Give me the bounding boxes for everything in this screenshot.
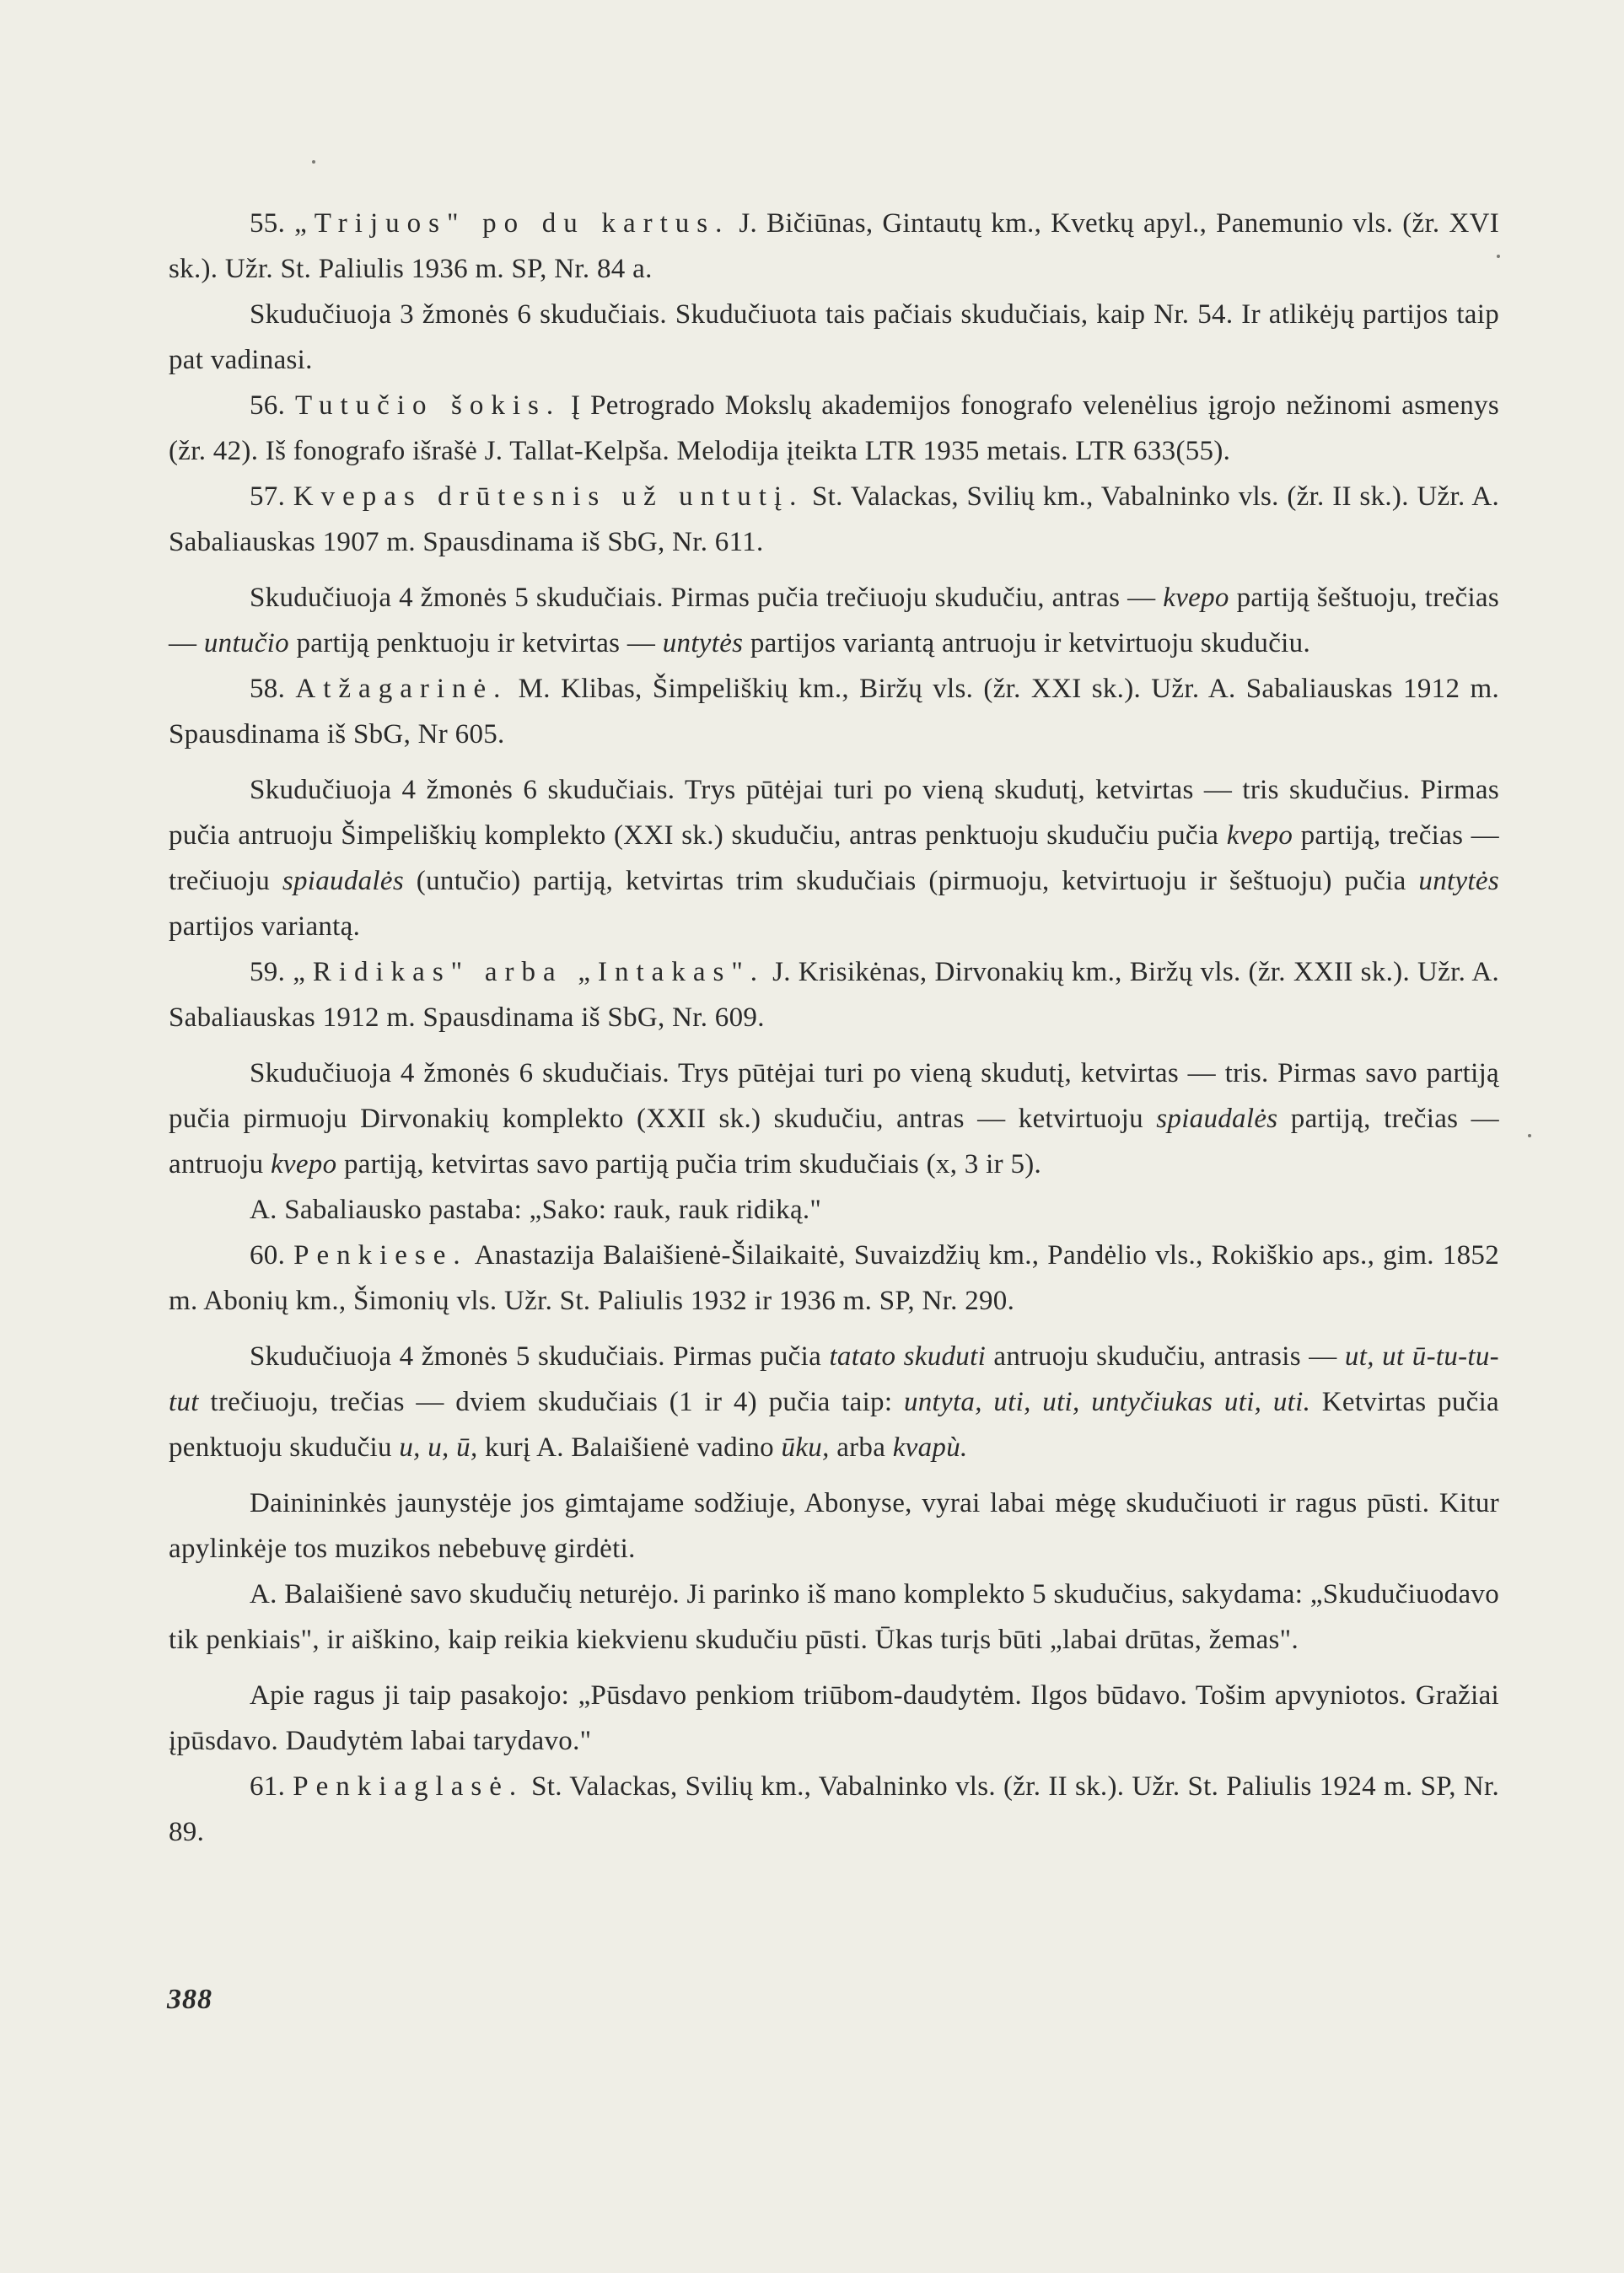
text-segment: Anastazija Balaišienė-Šilaikaitė, Suvaizdžių km., Pandėlio vls., Rokiškio aps., gim. 1852 m. Abonių km., Šimonių vls. Užr. St. Paliulis 1932 ir 1936 m. SP, Nr. 290.	[169, 1240, 1500, 1316]
italic-term: untytės	[1418, 866, 1499, 896]
page-text-block	[169, 201, 1499, 1855]
text-segment: partiją šeštuoju, trečias —	[169, 583, 1500, 658]
italic-term: u, u, ū,	[399, 1432, 478, 1463]
italic-term: ūku,	[781, 1432, 830, 1463]
text-segment: Skudučiuoja 4 žmonės 5 skudučiais. Pirmas pučia	[250, 1341, 830, 1372]
text-segment: J. Krisikėnas, Dirvonakių km., Biržų vls. (žr. XXII sk.). Užr. A. Sabaliauskas 1912 m. Spausdinama iš SbG, Nr. 609.	[169, 957, 1500, 1033]
entry-title: Penkiese.	[293, 1240, 468, 1271]
paragraph-p3	[169, 383, 1499, 474]
paragraph-p4	[169, 474, 1499, 565]
paragraph-p8	[169, 949, 1499, 1040]
entry-number: 56.	[250, 390, 295, 421]
entry-number: 59.	[250, 957, 293, 987]
text-segment: A. Sabaliausko pastaba: „Sako: rauk, rauk ridiką."	[250, 1195, 822, 1225]
italic-term: spiaudalės	[1156, 1104, 1278, 1134]
text-segment: kurį A. Balaišienė vadino	[477, 1432, 782, 1463]
italic-term: kvepo	[1226, 820, 1293, 851]
paragraph-p13	[169, 1480, 1499, 1572]
paragraph-p5	[169, 575, 1499, 666]
italic-term: kvepo	[1163, 583, 1229, 613]
print-speck	[1528, 1134, 1531, 1137]
page-number: 388	[167, 1984, 212, 2015]
paragraph-p10	[169, 1187, 1499, 1233]
entry-number: 61.	[250, 1771, 293, 1802]
entry-number: 57.	[250, 481, 293, 512]
italic-term: untytės	[662, 628, 744, 658]
entry-title: Kvepas drūtesnis už untutį.	[293, 481, 804, 512]
paragraph-p15	[169, 1673, 1499, 1764]
entry-number: 60.	[250, 1240, 294, 1271]
text-segment: partijos variantą.	[169, 911, 361, 942]
text-segment: St. Valackas, Svilių km., Vabalninko vls. (žr. II sk.). Užr. A. Sabaliauskas 1907 m. Spausdinama iš SbG, Nr. 611.	[169, 481, 1499, 557]
entry-title: Atžagarinė.	[295, 674, 508, 704]
entry-title: „Ridikas" arba „Intakas".	[293, 957, 766, 987]
italic-term: spiaudalės	[282, 866, 404, 896]
text-segment: partiją, ketvirtas savo partiją pučia trim skudučiais (x, 3 ir 5).	[336, 1149, 1042, 1179]
entry-title: Penkiaglasė.	[293, 1771, 524, 1802]
text-segment: partijos variantą antruoju ir ketvirtuoju skudučiu.	[743, 628, 1310, 658]
text-segment: Skudučiuoja 4 žmonės 5 skudučiais. Pirmas pučia trečiuoju skudučiu, antras —	[250, 583, 1164, 613]
paragraph-p6	[169, 666, 1499, 757]
paragraph-p1	[169, 201, 1499, 292]
text-segment: (untučio) partiją, ketvirtas trim skudučiais (pirmuoju, ketvirtuoju ir šeštuoju) pučia	[403, 866, 1419, 896]
text-segment: Ketvirtas pučia penktuoju skudučiu	[169, 1387, 1499, 1463]
text-segment: Dainininkės jaunystėje jos gimtajame sodžiuje, Abonyse, vyrai labai mėgę skudučiuoti ir ragus pūsti. Kitur apylinkėje tos muzikos nebebuvę girdėti.	[169, 1488, 1499, 1564]
text-segment: partiją penktuoju ir ketvirtas —	[288, 628, 663, 658]
text-segment: A. Balaišienė savo skudučių neturėjo. Ji parinko iš mano komplekto 5 skudučius, sakydama: „Skudučiuodavo tik penkiais", ir aiškino, kaip reikia kiekvienu skudučiu pūsti. Ūkas turįs būti „labai drūtas, žemas".	[169, 1579, 1499, 1655]
text-segment: Apie ragus ji taip pasakojo: „Pūsdavo penkiom triūbom-daudytėm. Ilgos būdavo. Tošim apvyniotos. Gražiai įpūsdavo. Daudytėm labai tarydavo."	[169, 1680, 1499, 1756]
entry-title: Tutučio šokis.	[295, 390, 562, 421]
print-speck	[1497, 255, 1500, 258]
italic-term: kvepo	[270, 1149, 337, 1179]
text-segment: Į Petrogrado Mokslų akademijos fonografo velenėlius įgrojo nežinomi asmenys (žr. 42). Iš fonografo išrašė J. Tallat-Kelpša. Melodija įteikta LTR 1935 metais. LTR 633(55).	[169, 390, 1499, 466]
entry-number: 58.	[250, 674, 296, 704]
italic-term: untučio	[203, 628, 289, 658]
text-segment: M. Klibas, Šimpeliškių km., Biržų vls. (žr. XXI sk.). Užr. A. Sabaliauskas 1912 m. Spausdinama iš SbG, Nr 605.	[169, 674, 1500, 750]
print-speck	[312, 160, 315, 164]
text-segment: St. Valackas, Svilių km., Vabalninko vls. (žr. II sk.). Užr. St. Paliulis 1924 m. SP, Nr. 89.	[169, 1771, 1499, 1847]
italic-term: tatato skuduti	[829, 1341, 987, 1372]
text-segment: Skudučiuoja 4 žmonės 6 skudučiais. Trys pūtėjai turi po vieną skudutį, ketvirtas — tris skudučius. Pirmas pučia antruoju Šimpeliškių komplekto (XXI sk.) skudučiu, antras penktuoju skudučiu pučia	[169, 775, 1499, 851]
paragraph-p2	[169, 292, 1499, 383]
text-segment: antruoju skudučiu, antrasis —	[986, 1341, 1345, 1372]
entry-title: „Trijuos" po du kartus.	[294, 208, 730, 239]
paragraph-p9	[169, 1051, 1499, 1187]
italic-term: untyta, uti, uti, untyčiukas uti, uti.	[903, 1387, 1311, 1417]
paragraph-p16	[169, 1764, 1499, 1855]
italic-term: ut, ut ū-tu-tu-tut	[169, 1341, 1499, 1417]
italic-term: kvapù.	[892, 1432, 968, 1463]
text-segment: partiją, trečias — trečiuoju	[169, 820, 1499, 896]
entry-number: 55.	[250, 208, 295, 239]
text-segment: J. Bičiūnas, Gintautų km., Kvetkų apyl., Panemunio vls. (žr. XVI sk.). Užr. St. Paliulis 1936 m. SP, Nr. 84 a.	[169, 208, 1500, 284]
text-segment: arba	[829, 1432, 893, 1463]
paragraph-p12	[169, 1334, 1499, 1470]
paragraph-p11	[169, 1233, 1499, 1324]
paragraph-p7	[169, 767, 1499, 949]
text-segment: Skudučiuoja 4 žmonės 6 skudučiais. Trys pūtėjai turi po vieną skudutį, ketvirtas — tris. Pirmas savo partiją pučia pirmuoju Dirvonakių komplekto (XXII sk.) skudučiu, antras — ketvirtuoju	[169, 1058, 1499, 1134]
text-segment: Skudučiuoja 3 žmonės 6 skudučiais. Skudučiuota tais pačiais skudučiais, kaip Nr. 54. Ir atlikėjų partijos taip pat vadinasi.	[169, 299, 1499, 375]
text-segment: partiją, trečias — antruoju	[169, 1104, 1499, 1179]
text-segment: trečiuoju, trečias — dviem skudučiais (1 ir 4) pučia taip:	[198, 1387, 904, 1417]
paragraph-p14	[169, 1572, 1499, 1663]
